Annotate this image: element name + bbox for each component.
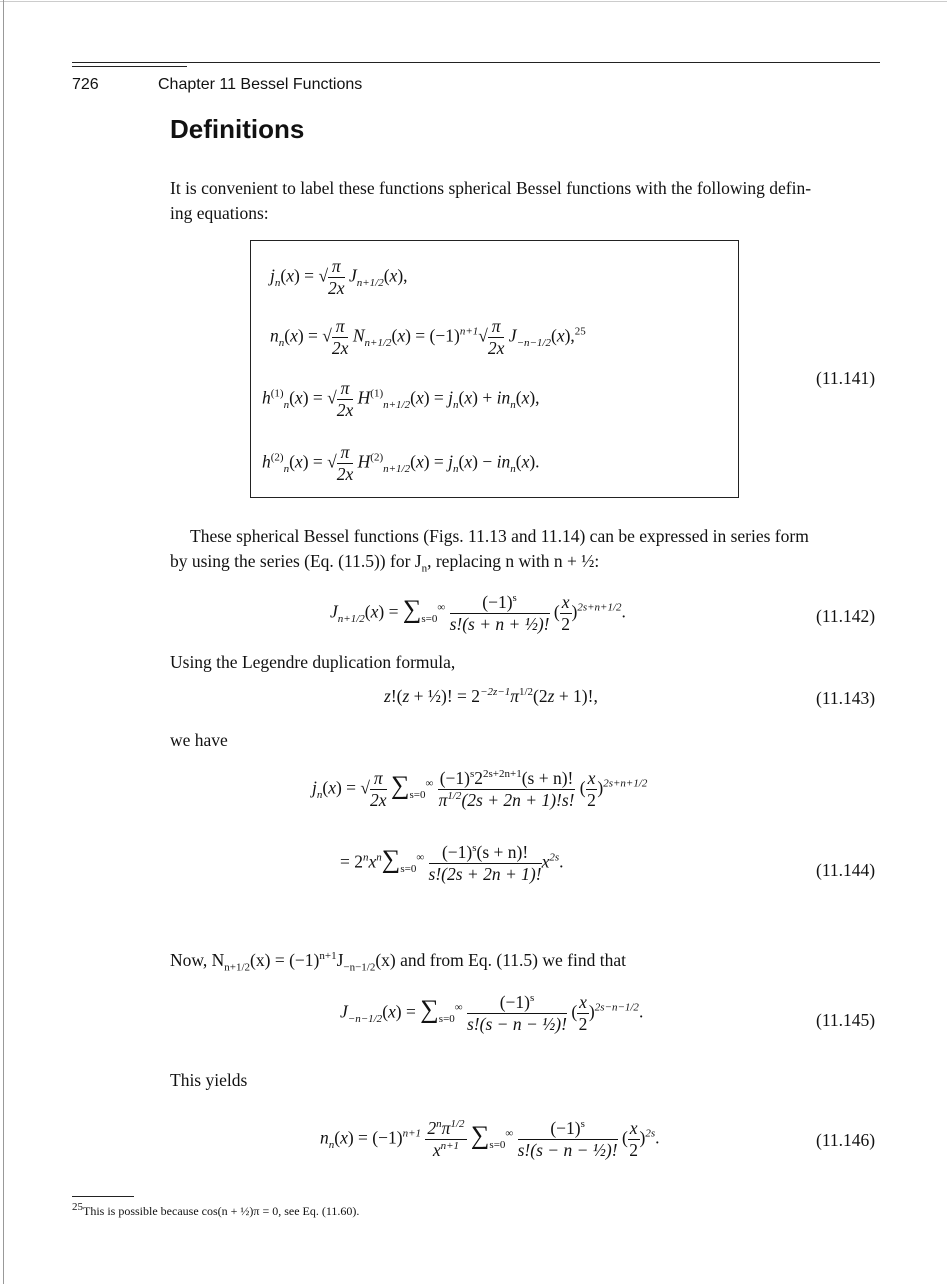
section-title: Definitions xyxy=(170,114,305,144)
footnote-rule xyxy=(72,1196,134,1197)
now-text-j: J xyxy=(336,950,344,970)
header-rule xyxy=(72,62,880,63)
eq-11-143: z!(z + ½)! = $2^{-2z-1}\pi^{1/2}(2z + 1)$!, xyxy=(384,686,598,706)
now-text-head: Now, N xyxy=(170,950,225,970)
intro-line-2: ing equations: xyxy=(170,203,269,223)
page-border-top xyxy=(0,1,947,2)
eq-11-144-line-1: $j_n(x)$ = √ $\frac{\pi}{2x}$ $\sum_{s=0}^\infty$ $\frac{(-1)^s2^{2s+2n+1}(s + n)!}{\pi^{1/2}(2s + 2n + 1)!s!}$ ( $\frac{x}{2}$ )$^{2s+n+1/2}$ xyxy=(312,768,648,810)
eq-number-11-146: (11.146) xyxy=(816,1130,876,1150)
header-rule-short xyxy=(72,66,187,67)
footnote-marker: 25 xyxy=(72,1201,83,1213)
now-text-mid: (x) = (−1) xyxy=(250,950,320,970)
para2-line-2: by using the series (Eq. (11.5)) for $J_n$, replacing n with n + ½: xyxy=(170,551,600,575)
eq-11-142: $J_{n+1/2}(x) = \sum_{s=0}^\infty$ $\frac{(-1)^s}{\text{s!(s + n + ½)!}}$ ( $\frac{x}{2}$ )$^{2s+n+1/2}$. xyxy=(330,592,626,634)
chapter-title: Chapter 11 Bessel Functions xyxy=(158,76,363,93)
para2-line-2-head: by using the series (Eq. (11.5)) for J xyxy=(170,551,422,571)
eq-hn1: $h^{(1)}_n(x)$ = √ $\frac{\pi}{2x}$ $H^{(1)}_{n+1/2}(x) = j_n(x) + in_n(x)$, xyxy=(262,378,540,420)
footnote-text: This is possible because cos(n + ½)π = 0, see Eq. (11.60). xyxy=(83,1204,360,1218)
now-text-tail: (x) and from Eq. (11.5) we find that xyxy=(375,950,626,970)
eq-number-11-144: (11.144) xyxy=(816,860,876,880)
eq-11-145: $J_{-n-1/2}(x) = \sum_{s=0}^\infty$ $\frac{(-1)^s}{\text{s!(s − n − ½)!}}$ ( $\frac{x}{2}$ )$^{2s-n-1/2}$. xyxy=(340,992,644,1034)
legendre-text: Using the Legendre duplication formula, xyxy=(170,652,456,672)
page-border-left xyxy=(3,0,4,1284)
footnote xyxy=(72,1201,360,1219)
para2-line-1: These spherical Bessel functions (Figs. 11.13 and 11.14) can be expressed in series form xyxy=(190,526,809,546)
eq-number-11-143: (11.143) xyxy=(816,688,876,708)
eq-number-11-142: (11.142) xyxy=(816,606,876,626)
para2-line-2-tail: , replacing n with n + ½: xyxy=(427,551,600,571)
eq-number-11-141: (11.141) xyxy=(816,368,876,388)
eq-nn: $n_n(x)$ = √ $\frac{\pi}{2x}$ $N_{n+1/2}(x) = (-1)^{n+1}√$ $\frac{\pi}{2x}$ $J_{-n-1/2}(x),^{25}$ xyxy=(270,316,586,358)
eq-11-144-line-2: = $2^nx^n\sum_{s=0}^\infty$ $\frac{(-1)^s(s + n)!}{s!(2s + 2n + 1)!}$ $x^{2s}$. xyxy=(340,842,564,884)
eq-jn: $j_n(x)$ = √ $\frac{\pi}{2x}$ $J_{n+1/2}(x)$, xyxy=(270,256,408,298)
eq-number-11-145: (11.145) xyxy=(816,1010,876,1030)
intro-line-1: It is convenient to label these functions spherical Bessel functions with the following defin- xyxy=(170,178,812,198)
we-have-text: we have xyxy=(170,730,228,750)
page-number: 726 xyxy=(72,76,99,93)
now-text: Now, $N_{n+1/2}(x) = (-1)^{n+1}J_{-n-1/2}(x)$ and from Eq. (11.5) we find that xyxy=(170,950,626,974)
this-yields-text: This yields xyxy=(170,1070,248,1090)
eq-hn2: $h^{(2)}_n(x)$ = √ $\frac{\pi}{2x}$ $H^{(2)}_{n+1/2}(x) = j_n(x) - in_n(x)$. xyxy=(262,442,540,484)
eq-11-146: $n_n(x) = (-1)^{n+1}$ $\frac{2^n\pi^{1/2}}{x^{n+1}}$ $\sum_{s=0}^\infty$ $\frac{(-1)^s}{\text{s!(s − n − ½)!}}$ ( $\frac{x}{2}$ )$^{2s}$. xyxy=(320,1118,660,1160)
